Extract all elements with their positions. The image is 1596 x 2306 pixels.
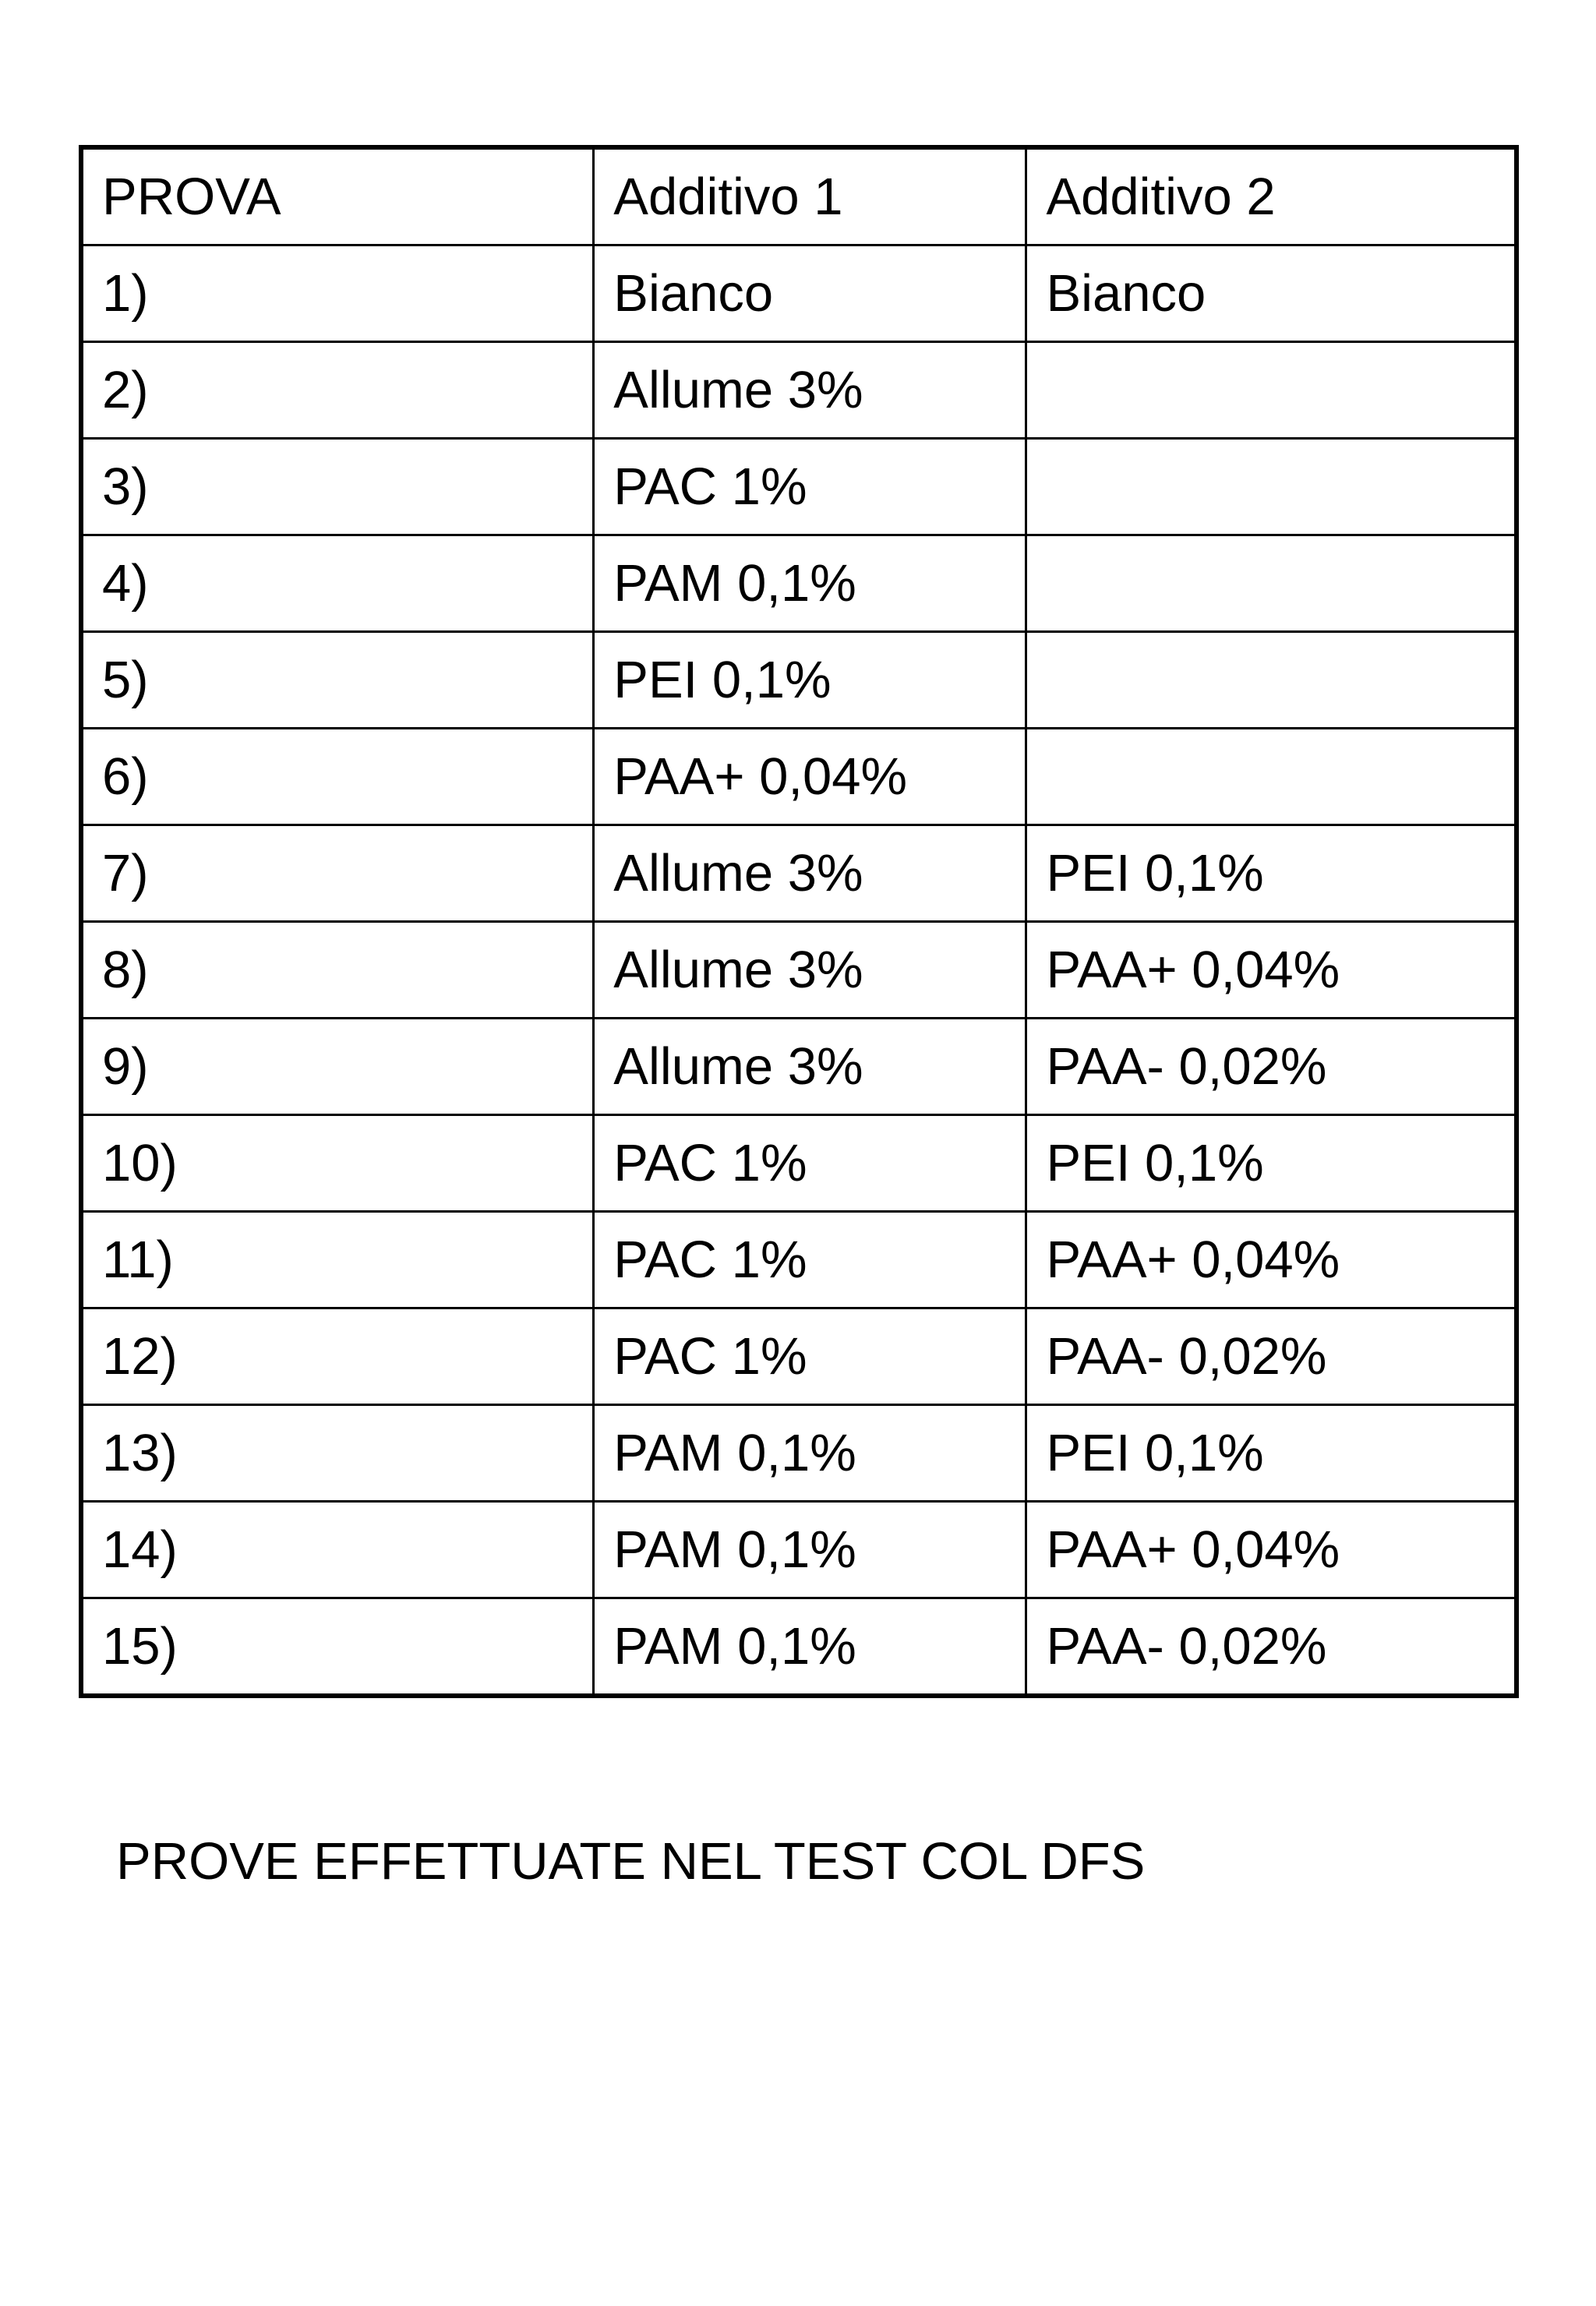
- cell-additivo-2: PAA+ 0,04%: [1026, 922, 1517, 1019]
- cell-additivo-2: [1026, 535, 1517, 632]
- cell-additivo-1: PAC 1%: [594, 1212, 1026, 1308]
- cell-additivo-2: PEI 0,1%: [1026, 1115, 1517, 1212]
- cell-additivo-1: PEI 0,1%: [594, 632, 1026, 729]
- table-row: [81, 1308, 1517, 1405]
- cell-additivo-2: PAA+ 0,04%: [1026, 1212, 1517, 1308]
- cell-additivo-1: PAM 0,1%: [594, 1405, 1026, 1502]
- cell-additivo-1: Allume 3%: [594, 342, 1026, 439]
- table-row: [81, 922, 1517, 1019]
- table-row: [81, 1405, 1517, 1502]
- table-row: [81, 245, 1517, 342]
- cell-prova: 6): [81, 729, 594, 825]
- table-row: [81, 825, 1517, 922]
- tests-table: [79, 145, 1519, 1698]
- cell-additivo-1: Allume 3%: [594, 922, 1026, 1019]
- table-row: [81, 1212, 1517, 1308]
- cell-prova: 2): [81, 342, 594, 439]
- cell-prova: 8): [81, 922, 594, 1019]
- cell-prova: 10): [81, 1115, 594, 1212]
- cell-additivo-2: PEI 0,1%: [1026, 825, 1517, 922]
- cell-additivo-2: PAA+ 0,04%: [1026, 1502, 1517, 1598]
- cell-additivo-1: PAM 0,1%: [594, 535, 1026, 632]
- cell-additivo-2: PAA- 0,02%: [1026, 1308, 1517, 1405]
- cell-prova: 4): [81, 535, 594, 632]
- document-caption: PROVE EFFETTUATE NEL TEST COL DFS: [116, 1832, 1146, 1891]
- cell-additivo-1: PAC 1%: [594, 1308, 1026, 1405]
- cell-additivo-2: [1026, 632, 1517, 729]
- cell-additivo-1: Bianco: [594, 245, 1026, 342]
- cell-prova: 12): [81, 1308, 594, 1405]
- cell-prova: 9): [81, 1019, 594, 1115]
- table-row: [81, 535, 1517, 632]
- table-header-row: [81, 147, 1517, 245]
- header-additivo-1: Additivo 1: [594, 147, 1026, 245]
- cell-additivo-2: [1026, 439, 1517, 535]
- cell-additivo-2: Bianco: [1026, 245, 1517, 342]
- table-row: [81, 1502, 1517, 1598]
- cell-prova: 1): [81, 245, 594, 342]
- cell-prova: 15): [81, 1598, 594, 1697]
- table-row: [81, 1598, 1517, 1697]
- cell-prova: 3): [81, 439, 594, 535]
- cell-prova: 13): [81, 1405, 594, 1502]
- cell-prova: 5): [81, 632, 594, 729]
- cell-additivo-2: PAA- 0,02%: [1026, 1598, 1517, 1697]
- table-row: [81, 342, 1517, 439]
- cell-additivo-1: PAC 1%: [594, 439, 1026, 535]
- table-row: [81, 632, 1517, 729]
- cell-prova: 11): [81, 1212, 594, 1308]
- cell-additivo-2: PAA- 0,02%: [1026, 1019, 1517, 1115]
- header-prova: PROVA: [81, 147, 594, 245]
- cell-additivo-2: PEI 0,1%: [1026, 1405, 1517, 1502]
- cell-additivo-2: [1026, 729, 1517, 825]
- cell-additivo-1: PAM 0,1%: [594, 1598, 1026, 1697]
- cell-additivo-1: Allume 3%: [594, 825, 1026, 922]
- table-row: [81, 1019, 1517, 1115]
- cell-prova: 14): [81, 1502, 594, 1598]
- table-row: [81, 439, 1517, 535]
- cell-additivo-1: PAA+ 0,04%: [594, 729, 1026, 825]
- cell-additivo-1: PAC 1%: [594, 1115, 1026, 1212]
- header-additivo-2: Additivo 2: [1026, 147, 1517, 245]
- table-row: [81, 1115, 1517, 1212]
- cell-additivo-1: PAM 0,1%: [594, 1502, 1026, 1598]
- cell-additivo-2: [1026, 342, 1517, 439]
- table-row: [81, 729, 1517, 825]
- cell-prova: 7): [81, 825, 594, 922]
- cell-additivo-1: Allume 3%: [594, 1019, 1026, 1115]
